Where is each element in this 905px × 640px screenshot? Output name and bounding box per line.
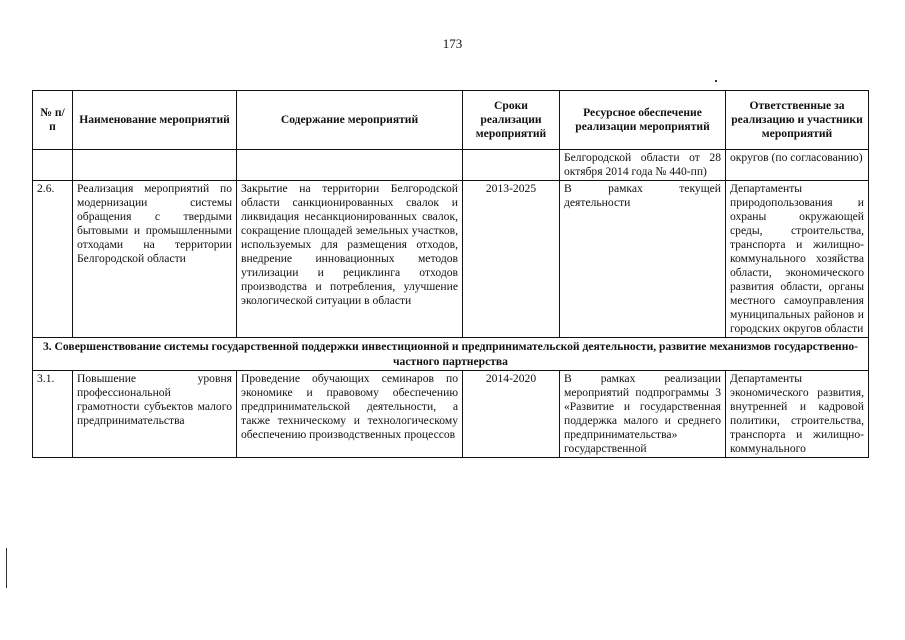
header-terms: Сроки реализации мероприятий [463,91,560,150]
cell-num: 3.1. [33,371,73,458]
cell-name [73,150,237,181]
header-num: № п/п [33,91,73,150]
header-resources: Ресурсное обеспечение реализации мероприятий [560,91,726,150]
cell-responsible: Департаменты экономического развития, внутренней и кадровой политики, строительства, транспорта и жилищно-коммунального [726,371,869,458]
page-number: 173 [442,36,463,51]
cell-resources: В рамках текущей деятельности [560,181,726,338]
scan-mark [715,80,717,82]
cell-content: Проведение обучающих семинаров по экономике и правовому обеспечению предпринимательской деятельности, а также техническому и технологическому обеспечению производственных процессов [237,371,463,458]
cell-resources: В рамках реализации мероприятий подпрограммы 3 «Развитие и государственная поддержка малого и среднего предпринимательства» государственной [560,371,726,458]
cell-name: Повышение уровня профессиональной грамотности субъектов малого предпринимательства [73,371,237,458]
scan-mark [6,548,7,588]
cell-content [237,150,463,181]
table-row [33,181,869,338]
cell-responsible: округов (по согласованию) [726,150,869,181]
cell-num: 2.6. [33,181,73,338]
cell-name: Реализация мероприятий по модернизации системы обращения с твердыми бытовыми и промышленными отходами на территории Белгородской области [73,181,237,338]
measures-table [32,90,869,458]
cell-responsible: Департаменты природопользования и охраны окружающей среды, строительства, транспорта и жилищно-коммунального хозяйства области, экономического развития области, органы местного самоуправления муниципальных районов и городских округов области [726,181,869,338]
table-header-row [33,91,869,150]
header-name: Наименование мероприятий [73,91,237,150]
cell-num [33,150,73,181]
header-content: Содержание мероприятий [237,91,463,150]
section-row [33,338,869,371]
cell-terms: 2013-2025 [463,181,560,338]
table-row [33,150,869,181]
header-responsible: Ответственные за реализацию и участники мероприятий [726,91,869,150]
cell-resources: Белгородской области от 28 октября 2014 года № 440-пп) [560,150,726,181]
section-title: 3. Совершенствование системы государственной поддержки инвестиционной и предпринимательской деятельности, развитие механизмов государственно-частного партнерства [33,338,869,371]
cell-terms [463,150,560,181]
cell-content: Закрытие на территории Белгородской области санкционированных свалок и ликвидация несанкционированных свалок, сокращение площадей земельных участков, используемых для размещения отходов, внедрение инновационных методов утилизации и рециклинга отходов производства и потребления, улучшение экологической ситуации в области [237,181,463,338]
cell-terms: 2014-2020 [463,371,560,458]
table-row [33,371,869,458]
